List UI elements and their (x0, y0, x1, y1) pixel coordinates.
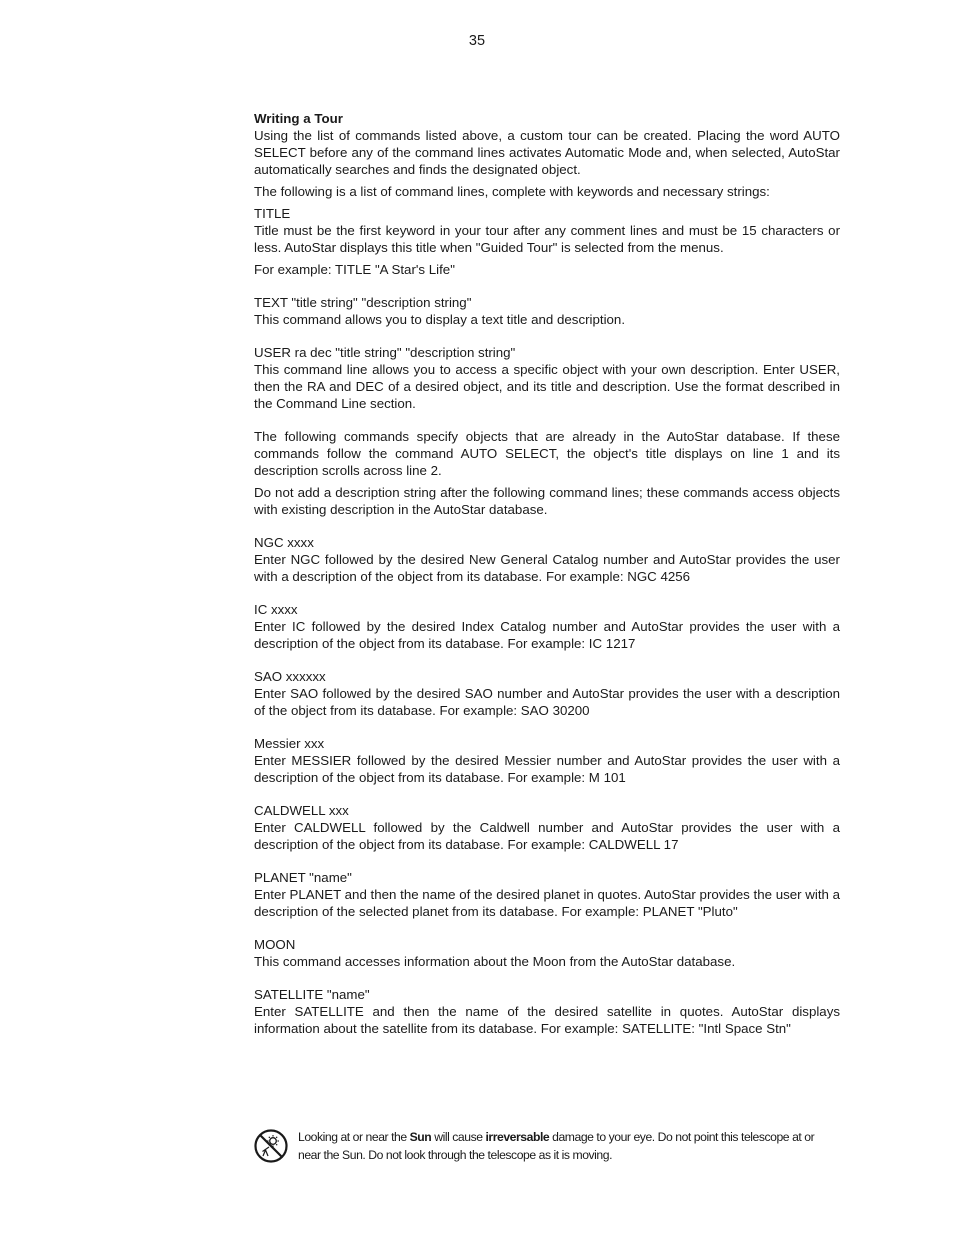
sun-warning-text (298, 1128, 838, 1164)
satellite-command-description: Enter SATELLITE and then the name of the desired satellite in quotes. AutoStar displays information about the satellite from its database. For example: SATELLITE: "Intl Space Stn" (254, 1004, 840, 1036)
warning-text-part-1: Looking at or near the (298, 1130, 410, 1144)
planet-command-description: Enter PLANET and then the name of the desired planet in quotes. AutoStar provides the user with a description of the selected planet from its database. For example: PLANET "Pluto" (254, 887, 840, 919)
moon-command: MOON (254, 937, 296, 952)
ic-command: IC xxxx (254, 602, 298, 617)
section-heading: Writing a Tour (254, 111, 343, 126)
ngc-command-description: Enter NGC followed by the desired New General Catalog number and AutoStar provides the user with a description of the object from its database. For example: NGC 4256 (254, 552, 840, 584)
text-command: TEXT "title string" "description string" (254, 295, 472, 310)
planet-command: PLANET "name" (254, 870, 352, 885)
sao-command: SAO xxxxxx (254, 669, 326, 684)
caldwell-command: CALDWELL xxx (254, 803, 349, 818)
no-sun-viewing-icon (254, 1129, 288, 1163)
database-paragraph-1: The following commands specify objects that are already in the AutoStar database. If these commands follow the command AUTO SELECT, the object's title displays on line 1 and its description scrolls across line 2. (254, 429, 840, 478)
messier-command-description: Enter MESSIER followed by the desired Messier number and AutoStar provides the user with a description of the object from its database. For example: M 101 (254, 753, 840, 785)
list-intro-paragraph: The following is a list of command lines, complete with keywords and necessary strings: (254, 184, 770, 199)
page-content (254, 110, 840, 1037)
warning-irreversable-word: irreversable (485, 1130, 550, 1144)
intro-paragraph: Using the list of commands listed above, a custom tour can be created. Placing the word AUTO SELECT before any of the command lines activates Automatic Mode and, when selected, AutoStar automatically searches and finds the designated object. (254, 128, 840, 177)
text-command-description: This command allows you to display a text title and description. (254, 312, 626, 327)
messier-command: Messier xxx (254, 736, 325, 751)
page-number: 35 (468, 33, 486, 49)
user-command-description: This command line allows you to access a specific object with your own description. Enter USER, then the RA and DEC of a desired object, and its title and description. Use the format described in the Command Line section. (254, 362, 840, 411)
ic-command-description: Enter IC followed by the desired Index Catalog number and AutoStar provides the user with a description of the object from its database. For example: IC 1217 (254, 619, 840, 651)
user-command: USER ra dec "title string" "description string" (254, 345, 516, 360)
satellite-command: SATELLITE "name" (254, 987, 370, 1002)
warning-sun-word: Sun (409, 1130, 432, 1144)
warning-text-part-2: will cause (431, 1130, 486, 1144)
caldwell-command-description: Enter CALDWELL followed by the Caldwell number and AutoStar provides the user with a description of the object from its database. For example: CALDWELL 17 (254, 820, 840, 852)
ngc-command: NGC xxxx (254, 535, 314, 550)
sun-warning (254, 1128, 840, 1168)
warning-text-part-3: damage to your eye. Do not point this telescope at or near the Sun. Do not look through the telescope as it is moving. (298, 1130, 815, 1162)
title-command-description: Title must be the first keyword in your tour after any comment lines and must be 15 characters or less. AutoStar displays this title when "Guided Tour" is selected from the menus. (254, 223, 840, 255)
title-command-example: For example: TITLE "A Star's Life" (254, 262, 455, 277)
sao-command-description: Enter SAO followed by the desired SAO number and AutoStar provides the user with a description of the object from its database. For example: SAO 30200 (254, 686, 840, 718)
moon-command-description: This command accesses information about the Moon from the AutoStar database. (254, 954, 736, 969)
title-command: TITLE (254, 206, 291, 221)
database-paragraph-2: Do not add a description string after the following command lines; these commands access objects with existing description in the AutoStar database. (254, 485, 840, 517)
